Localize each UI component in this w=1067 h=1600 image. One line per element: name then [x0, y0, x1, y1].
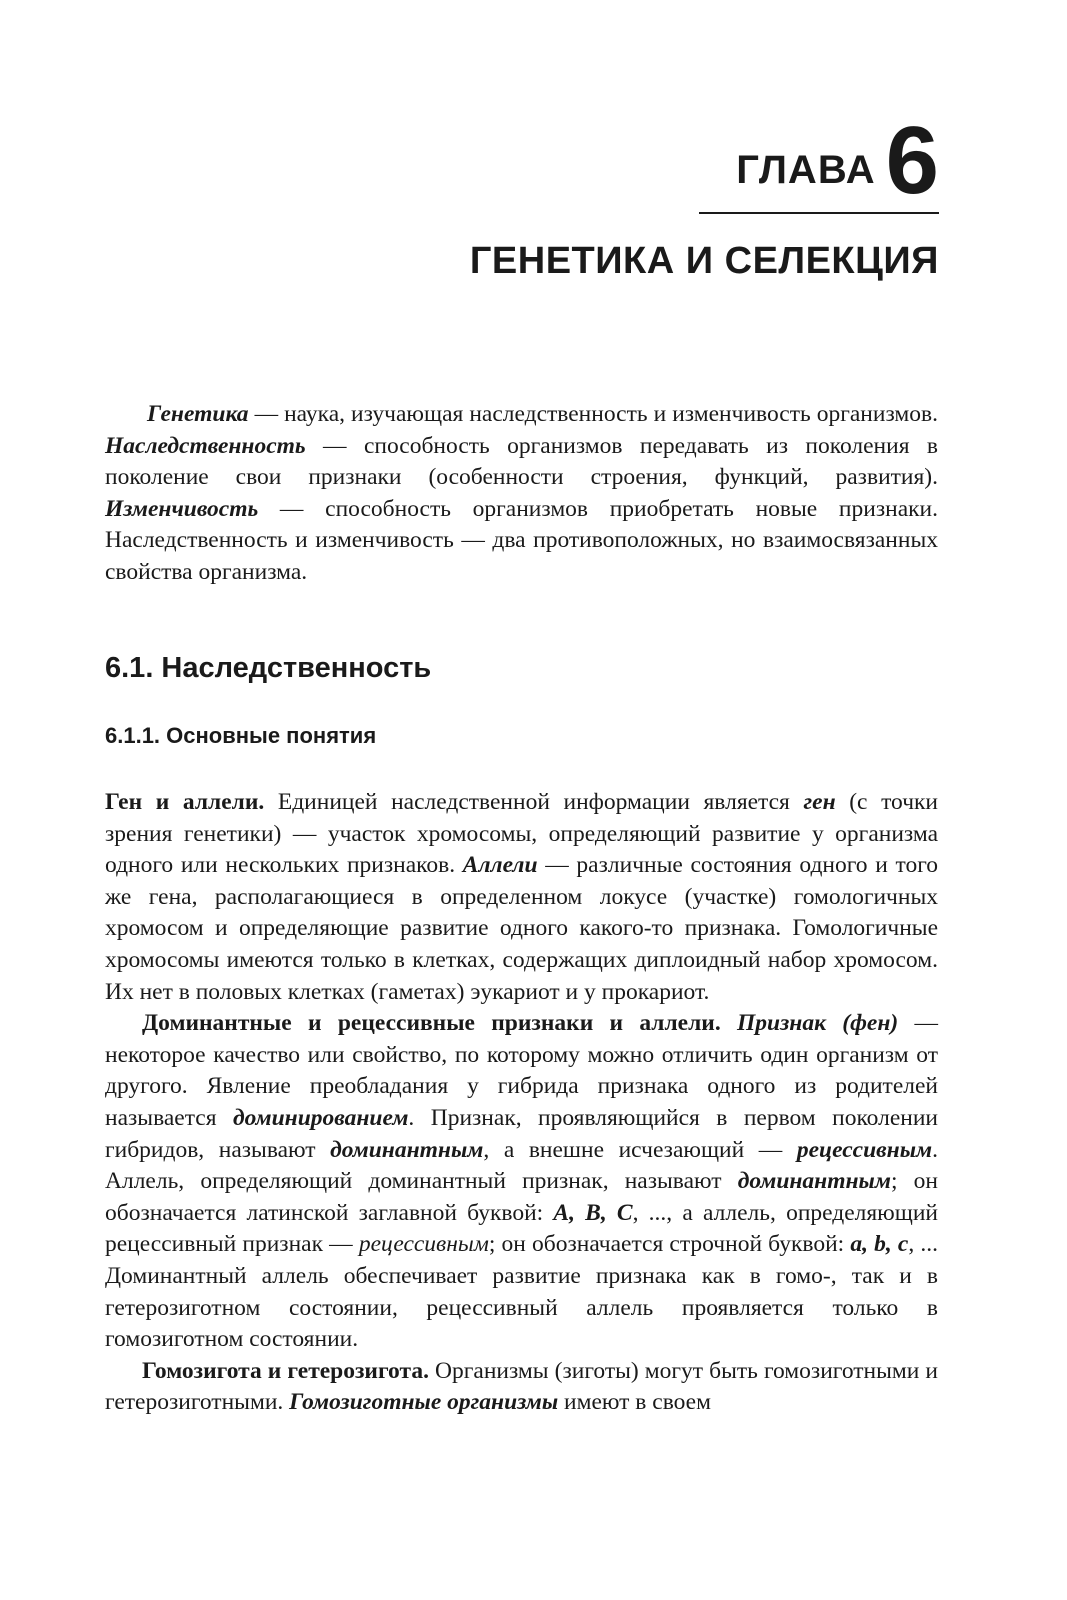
term-variability: Изменчивость — [105, 495, 259, 522]
text-span: ; он обозначается строчной буквой: — [488, 1231, 851, 1258]
body-text — [105, 787, 938, 1419]
intro-block — [105, 399, 938, 589]
text-span: , ..., а аллель, определяющий рецессивный признак — — [105, 1199, 938, 1258]
chapter-header — [699, 108, 939, 214]
intro-paragraph — [105, 399, 938, 589]
paragraph-lead: Гомозигота и гетерозигота. — [142, 1357, 429, 1384]
text-span: — наука, изучающая наследственность и изменчивость организмов. — [248, 401, 938, 427]
chapter-label: ГЛАВА — [736, 148, 876, 192]
text-span: (с точки зрения генетики) — участок хромосомы, определяющий развитие у организма одного или нескольких признаков. — [105, 789, 939, 879]
capital-letters: А, В, С — [553, 1199, 633, 1226]
text-span: Организмы (зиготы) могут быть гомозиготными и гетерозиготными. — [105, 1357, 938, 1416]
term-genetics: Генетика — [147, 401, 249, 427]
term-alleles: Аллели — [462, 852, 538, 879]
chapter-title: ГЕНЕТИКА И СЕЛЕКЦИЯ — [469, 240, 939, 282]
text-span — [721, 1010, 737, 1036]
subsection-heading: 6.1.1. Основные понятия — [105, 723, 377, 748]
text-span: Единицей наследственной информации является — [264, 789, 804, 815]
paragraph-genes-alleles — [105, 787, 938, 1008]
chapter-label-row — [699, 106, 939, 214]
term-trait: Признак (фен) — [737, 1010, 899, 1037]
text-span: имеют в своем — [558, 1389, 711, 1416]
term-dominance: доминированием — [232, 1104, 409, 1131]
term-homozygous: Гомозиготные организмы — [289, 1389, 559, 1416]
chapter-number: 6 — [885, 106, 939, 214]
text-span: ; он обозначается латинской заглавной буквой: — [105, 1168, 938, 1226]
paragraph-lead: Доминантные и рецессивные признаки и аллели. — [142, 1010, 721, 1037]
lowercase-letters: a, b, c — [850, 1231, 909, 1258]
paragraph-homo-hetero — [105, 1356, 938, 1419]
section-heading: 6.1. Наследственность — [105, 652, 432, 684]
text-span: , ... Доминантный аллель обеспечивает развитие признака как в гомо-, так и в гетерозиготном состоянии, рецессивный аллель проявляется только в гомозиготном состоянии. — [105, 1231, 938, 1353]
text-span: — способность организмов приобретать новые признаки. Наследственность и изменчивость — два противоположных, но взаимосвязанных свойства организма. — [105, 495, 938, 585]
text-span: — различные состояния одного и того же гена, располагающиеся в определенном локусе (участке) гомологичных хромосом и определяющие развитие одного какого-то признака. Гомологичные хромосомы имеются только в клетках, содержащих диплоидный набор хромосом. Их нет в половых клетках (гаметах) эукариот и у прокариот. — [105, 852, 938, 1005]
text-span: , а внешне исчезающий — — [483, 1136, 797, 1163]
term-heredity: Наследственность — [105, 432, 306, 459]
text-span: — некоторое качество или свойство, по которому можно отличить один организм от другого. Явление преобладания у гибрида признака одного из родителей называется — [105, 1010, 939, 1131]
term-gene: ген — [803, 789, 836, 815]
text-span: . Аллель, определяющий доминантный признак, называют — [105, 1136, 938, 1195]
text-span: — способность организмов передавать из поколения в поколение свои признаки (особенности строения, функций, развития). — [105, 432, 938, 491]
paragraph-lead: Ген и аллели. — [105, 789, 265, 815]
term-dominant: доминантным — [330, 1136, 484, 1163]
term-dominant-allele: доминантным — [737, 1168, 891, 1195]
term-recessive: рецессивным — [796, 1136, 933, 1163]
paragraph-dominant-recessive — [105, 1008, 938, 1356]
text-span: . Признак, проявляющийся в первом поколении гибридов, называют — [105, 1104, 938, 1163]
term-recessive-allele: рецессивным — [358, 1231, 489, 1258]
